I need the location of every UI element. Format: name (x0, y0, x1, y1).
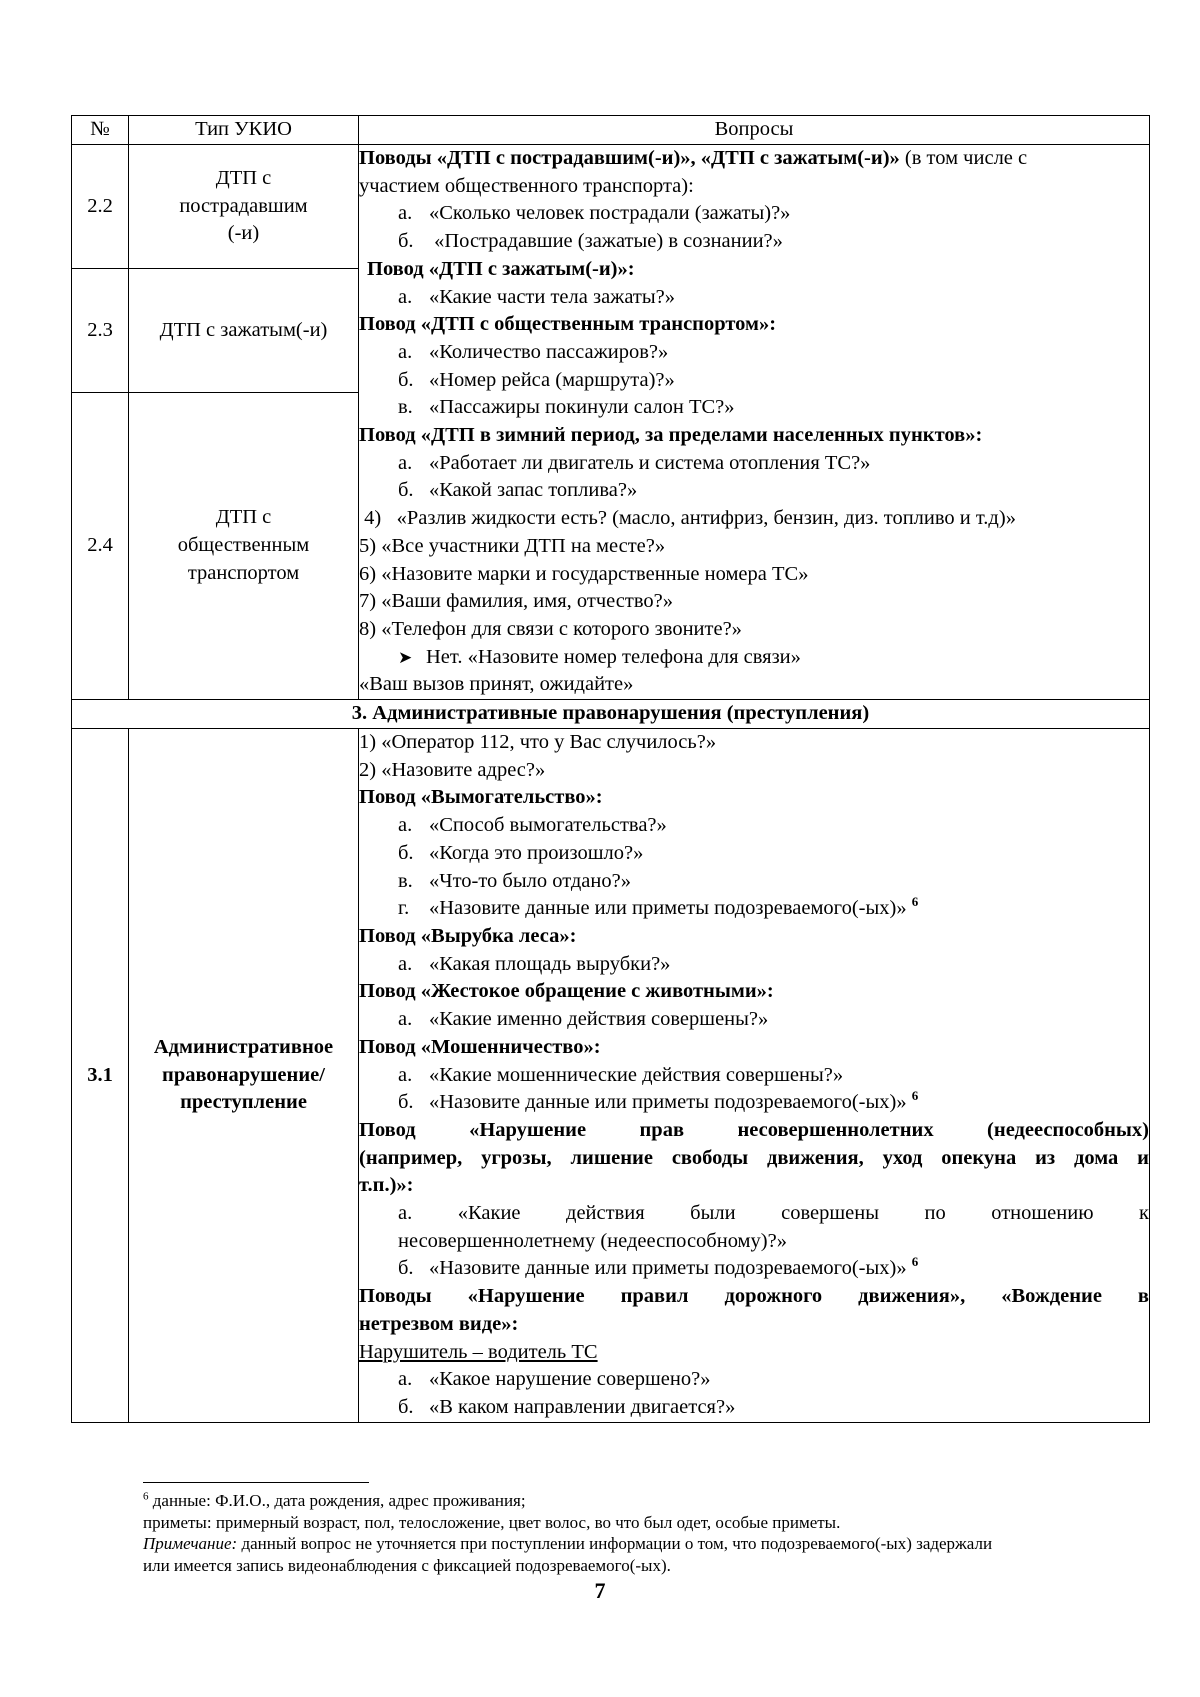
type-line: пострадавшим (179, 194, 308, 217)
row-type (129, 145, 359, 269)
list-item: 6) «Назовите марки и государственные номера ТС» (359, 562, 809, 585)
list-item: б. «Номер рейса (маршрута)?» (398, 368, 675, 391)
table-header-row (72, 116, 1150, 145)
section-title: 3. Административные правонарушения (преступления) (72, 700, 1150, 729)
question-text: «Ваш вызов принят, ожидайте» (359, 673, 634, 696)
questions-cell-dtp (359, 145, 1150, 700)
list-item: 2) «Назовите адрес?» (359, 758, 546, 781)
arrow-bullet-icon: ➤ (398, 647, 413, 667)
footnote-line: или имеется запись видеонаблюдения с фиксацией подозреваемого(-ых). (143, 1555, 671, 1575)
question-heading: Повод «ДТП с зажатым(-и)»: (367, 257, 635, 280)
question-heading: Повод «ДТП в зимний период, за пределами населенных пунктов»: (359, 424, 983, 447)
footnote-separator (143, 1482, 369, 1483)
questions-table (71, 115, 1150, 1423)
type-line: транспортом (187, 561, 300, 584)
header-questions: Вопросы (359, 116, 1150, 145)
row-number: 2.2 (72, 145, 129, 269)
row-type (129, 393, 359, 700)
row-number: 2.4 (72, 393, 129, 700)
type-line: (-и) (227, 222, 260, 245)
question-heading: Повод «Нарушение прав несовершеннолетних (недееспособных) (359, 1118, 1149, 1141)
question-heading: (например, угрозы, лишение свободы движения, уход опекуна из дома и (359, 1146, 1149, 1169)
list-item: а. «Способ вымогательства?» (398, 814, 667, 837)
list-item: 5) «Все участники ДТП на месте?» (359, 534, 666, 557)
list-item: а. «Какое нарушение совершено?» (398, 1368, 711, 1391)
list-item: а. «Сколько человек пострадали (зажаты)?» (398, 202, 791, 225)
list-item: б. «В каком направлении двигается?» (398, 1395, 736, 1418)
type-line: правонарушение/ (162, 1063, 325, 1086)
question-heading: нетрезвом виде»: (359, 1312, 519, 1335)
section-row (72, 700, 1150, 729)
questions-cell-offenses (359, 729, 1150, 1423)
question-heading: Повод «ДТП с общественным транспортом»: (359, 313, 777, 336)
header-num: № (72, 116, 129, 145)
question-heading: Повод «Вымогательство»: (359, 786, 603, 809)
footnote-mark: 6 (143, 1490, 149, 1503)
question-heading: Повод «Вырубка леса»: (359, 924, 577, 947)
footnote (143, 1490, 1153, 1576)
list-item: а. «Какие мошеннические действия совершены?» (398, 1063, 844, 1086)
row-number: 2.3 (72, 269, 129, 393)
header-type: Тип УКИО (129, 116, 359, 145)
table-row (72, 729, 1150, 1423)
question-heading: Повод «Жестокое обращение с животными»: (359, 980, 774, 1003)
row-type (129, 729, 359, 1423)
list-item: г. «Назовите данные или приметы подозреваемого(-ых)» $^6$ (398, 894, 919, 920)
type-line: преступление (180, 1091, 307, 1114)
footnote-line: приметы: примерный возраст, пол, телосложение, цвет волос, во что был одет, особые приметы. (143, 1512, 841, 1532)
question-heading: Поводы «ДТП с пострадавшим(-и)», «ДТП с зажатым(-и)» (в том числе с (359, 147, 1028, 169)
page-number: 7 (594, 1578, 606, 1603)
type-line: ДТП с зажатым(-и) (159, 318, 328, 341)
type-line: ДТП с (215, 506, 272, 529)
list-item: несовершеннолетнему (недееспособному)?» (398, 1229, 787, 1252)
subheading: Нарушитель – водитель ТС (359, 1340, 598, 1363)
list-item: в. «Пассажиры покинули салон ТС?» (398, 396, 735, 419)
list-item: б. «Назовите данные или приметы подозреваемого(-ых)» $^6$ (398, 1254, 919, 1280)
footnote-mark: 6 (911, 1088, 919, 1104)
list-item: 4) «Разлив жидкости есть? (масло, антифриз, бензин, диз. топливо и т.д)» (359, 507, 1016, 530)
list-item: а. «Количество пассажиров?» (398, 340, 669, 363)
list-item: а. «Работает ли двигатель и система отопления ТС?» (398, 451, 871, 474)
list-item: б. «Какой запас топлива?» (398, 479, 638, 502)
list-item: 7) «Ваши фамилия, имя, отчество?» (359, 590, 673, 613)
list-item: б. «Когда это произошло?» (398, 841, 644, 864)
footnote-line: Примечание: данный вопрос не уточняется при поступлении информации о том, что подозреваемого(-ых) задержали (143, 1534, 993, 1553)
type-line: общественным (177, 534, 310, 557)
list-item: б. «Пострадавшие (зажатые) в сознании?» (398, 230, 783, 253)
question-heading: т.п.)»: (359, 1174, 414, 1197)
table-row (72, 145, 1150, 269)
list-item: а. «Какие действия были совершены по отношению к (398, 1202, 1149, 1225)
row-number: 3.1 (72, 729, 129, 1423)
list-item: а. «Какие части тела зажаты?» (398, 285, 675, 308)
list-item: а. «Какая площадь вырубки?» (398, 952, 671, 975)
type-line: Административное (153, 1035, 334, 1058)
list-item: а. «Какие именно действия совершены?» (398, 1008, 769, 1031)
list-item: 1) «Оператор 112, что у Вас случилось?» (359, 731, 717, 754)
question-heading: Повод «Мошенничество»: (359, 1035, 601, 1058)
list-item: б. «Назовите данные или приметы подозреваемого(-ых)» $^6$ (398, 1088, 919, 1114)
footnote-mark: 6 (911, 1254, 919, 1270)
footnote-line: $^6$ данные: Ф.И.О., дата рождения, адрес проживания; (143, 1490, 526, 1510)
type-line: ДТП с (215, 166, 272, 189)
question-text: участием общественного транспорта): (359, 174, 694, 197)
list-item: в. «Что-то было отдано?» (398, 869, 631, 892)
list-item: ➤ Нет. «Назовите номер телефона для связи» (359, 644, 1149, 672)
question-heading: Поводы «Нарушение правил дорожного движения», «Вождение в (359, 1285, 1149, 1308)
list-item: 8) «Телефон для связи с которого звоните?» (359, 617, 742, 640)
footnote-mark: 6 (911, 894, 919, 910)
row-type (129, 269, 359, 393)
